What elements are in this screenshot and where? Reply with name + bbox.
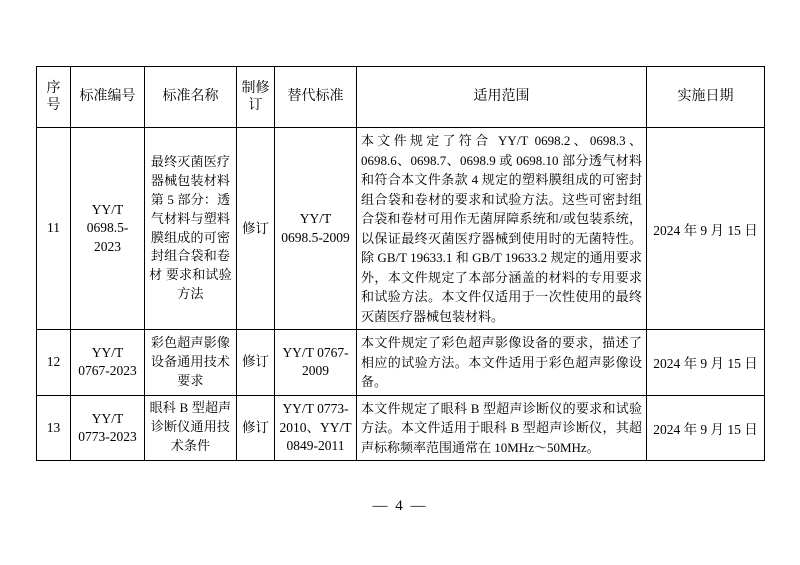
page-number-text: — 4 — bbox=[372, 498, 428, 514]
standards-table-container bbox=[36, 66, 764, 461]
cell-date: 2024 年 9 月 15 日 bbox=[647, 395, 765, 461]
cell-scope: 本文件规定了彩色超声影像设备的要求，描述了相应的试验方法。本文件适用于彩色超声影像设备。 bbox=[357, 330, 647, 396]
column-header-date: 实施日期 bbox=[647, 67, 765, 128]
cell-replaces: YY/T 0767-2009 bbox=[275, 330, 357, 396]
table-header bbox=[37, 67, 765, 128]
cell-seq: 12 bbox=[37, 330, 71, 396]
column-header-replaces: 替代标准 bbox=[275, 67, 357, 128]
cell-name: 最终灭菌医疗器械包装材料 第 5 部分：透气材料与塑料膜组成的可密封组合袋和卷材 要求和试验方法 bbox=[145, 128, 237, 330]
cell-revision: 修订 bbox=[237, 330, 275, 396]
cell-code: YY/T 0698.5-2023 bbox=[71, 128, 145, 330]
table-body bbox=[37, 128, 765, 461]
page-number bbox=[0, 498, 800, 515]
cell-seq: 13 bbox=[37, 395, 71, 461]
table-header-row bbox=[37, 67, 765, 128]
table-row bbox=[37, 128, 765, 330]
cell-date: 2024 年 9 月 15 日 bbox=[647, 330, 765, 396]
cell-code: YY/T 0773-2023 bbox=[71, 395, 145, 461]
standards-table bbox=[36, 66, 765, 461]
cell-replaces: YY/T 0773-2010、YY/T 0849-2011 bbox=[275, 395, 357, 461]
cell-name: 彩色超声影像设备通用技术要求 bbox=[145, 330, 237, 396]
cell-revision: 修订 bbox=[237, 395, 275, 461]
column-header-seq: 序号 bbox=[37, 67, 71, 128]
cell-replaces: YY/T 0698.5-2009 bbox=[275, 128, 357, 330]
cell-code: YY/T 0767-2023 bbox=[71, 330, 145, 396]
cell-date: 2024 年 9 月 15 日 bbox=[647, 128, 765, 330]
table-row bbox=[37, 330, 765, 396]
cell-revision: 修订 bbox=[237, 128, 275, 330]
table-row bbox=[37, 395, 765, 461]
column-header-name: 标准名称 bbox=[145, 67, 237, 128]
column-header-revision: 制修订 bbox=[237, 67, 275, 128]
column-header-scope: 适用范围 bbox=[357, 67, 647, 128]
cell-seq: 11 bbox=[37, 128, 71, 330]
column-header-code: 标准编号 bbox=[71, 67, 145, 128]
cell-scope: 本文件规定了符合 YY/T 0698.2、0698.3、0698.6、0698.7、0698.9 或 0698.10 部分透气材料和符合本文件条款 4 规定的塑料膜组成的可密封组合袋和卷材的要求和试验方法。这些可密封组合袋和卷材可用作无菌屏障系统和/或包装系统，以保证最终灭菌医疗器械到使用时的无菌特性。除 GB/T 19633.1 和 GB/T 19633.2 规定的通用要求外，本文件规定了本部分涵盖的材料的专用要求和试验方法。本文件仅适用于一次性使用的最终灭菌医疗器械包装材料。 bbox=[357, 128, 647, 330]
cell-scope: 本文件规定了眼科 B 型超声诊断仪的要求和试验方法。本文件适用于眼科 B 型超声诊断仪，其超声标称频率范围通常在 10MHz～50MHz。 bbox=[357, 395, 647, 461]
cell-name: 眼科 B 型超声诊断仪通用技术条件 bbox=[145, 395, 237, 461]
